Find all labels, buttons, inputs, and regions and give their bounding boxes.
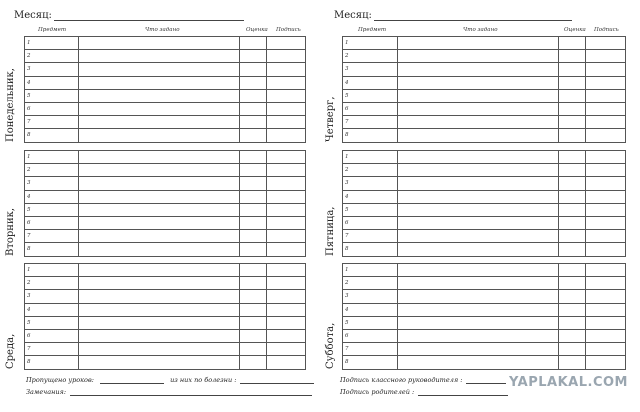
table-row	[343, 89, 626, 102]
remarks-blank	[70, 389, 312, 396]
row-number: 8	[343, 356, 398, 369]
day-label-container	[320, 150, 342, 258]
homework-cell[interactable]	[397, 89, 558, 102]
month-field	[14, 10, 244, 21]
signature-cell[interactable]	[266, 151, 305, 164]
table-row	[25, 116, 306, 129]
table-row	[25, 102, 306, 115]
table-row	[343, 243, 626, 256]
homework-cell[interactable]	[78, 329, 239, 342]
signature-cell[interactable]	[266, 343, 305, 356]
signature-cell[interactable]	[266, 89, 305, 102]
row-number: 4	[343, 190, 398, 203]
table-row	[25, 264, 306, 277]
signature-cell[interactable]	[266, 230, 305, 243]
grade-cell[interactable]	[239, 230, 266, 243]
day-label-container	[0, 36, 22, 144]
remarks-label: Замечания:	[26, 388, 67, 396]
month-field-right	[334, 10, 572, 21]
homework-cell[interactable]	[397, 177, 558, 190]
homework-cell[interactable]	[78, 216, 239, 229]
row-number: 4	[25, 190, 79, 203]
table-row	[25, 216, 306, 229]
table-row	[25, 329, 306, 342]
table-row	[25, 37, 306, 50]
day-name: Среда,	[5, 333, 16, 369]
signature-cell[interactable]	[266, 63, 305, 76]
header-subject-right: Предмет	[358, 27, 387, 33]
day-name: Пятница,	[325, 206, 336, 256]
row-number: 5	[343, 89, 398, 102]
homework-cell[interactable]	[78, 230, 239, 243]
homework-cell[interactable]	[397, 63, 558, 76]
homework-cell[interactable]	[397, 50, 558, 63]
day-lessons-table	[24, 263, 306, 370]
table-row	[25, 50, 306, 63]
day-block-left-2	[0, 263, 320, 371]
table-row	[25, 76, 306, 89]
grade-cell[interactable]	[558, 277, 585, 290]
row-number: 3	[25, 63, 79, 76]
signature-cell[interactable]	[585, 356, 625, 369]
row-number: 1	[25, 151, 79, 164]
table-row	[343, 76, 626, 89]
table-row	[343, 277, 626, 290]
table-row	[343, 177, 626, 190]
row-number: 8	[343, 129, 398, 142]
signature-cell[interactable]	[266, 329, 305, 342]
table-row	[343, 37, 626, 50]
table-row	[25, 164, 306, 177]
row-number: 6	[25, 102, 79, 115]
table-row	[25, 303, 306, 316]
signature-cell[interactable]	[585, 190, 625, 203]
row-number: 2	[25, 164, 79, 177]
grade-cell[interactable]	[239, 37, 266, 50]
signature-cell[interactable]	[585, 164, 625, 177]
grade-cell[interactable]	[558, 216, 585, 229]
row-number: 4	[343, 303, 398, 316]
grade-cell[interactable]	[558, 316, 585, 329]
table-row	[343, 151, 626, 164]
table-row	[25, 277, 306, 290]
homework-cell[interactable]	[78, 290, 239, 303]
signature-cell[interactable]	[585, 203, 625, 216]
parent-signature-label: Подпись родителей :	[340, 388, 415, 396]
signature-cell[interactable]	[266, 190, 305, 203]
row-number: 6	[343, 329, 398, 342]
grade-cell[interactable]	[239, 303, 266, 316]
row-number: 2	[343, 277, 398, 290]
row-number: 3	[343, 177, 398, 190]
teacher-signature-blank	[466, 377, 506, 384]
signature-cell[interactable]	[266, 76, 305, 89]
signature-cell[interactable]	[585, 264, 625, 277]
homework-cell[interactable]	[78, 76, 239, 89]
signature-cell[interactable]	[585, 329, 625, 342]
table-row	[343, 102, 626, 115]
day-lessons-table	[342, 263, 626, 370]
homework-cell[interactable]	[397, 203, 558, 216]
signature-cell[interactable]	[585, 177, 625, 190]
table-row	[343, 164, 626, 177]
day-name: Четверг,	[325, 96, 336, 142]
row-number: 4	[343, 76, 398, 89]
row-number: 6	[343, 102, 398, 115]
footer-teacher-signature	[340, 376, 506, 384]
day-block-right-0	[320, 36, 640, 144]
table-row	[343, 230, 626, 243]
row-number: 5	[25, 203, 79, 216]
grade-cell[interactable]	[558, 203, 585, 216]
homework-cell[interactable]	[78, 102, 239, 115]
homework-cell[interactable]	[397, 151, 558, 164]
grade-cell[interactable]	[239, 264, 266, 277]
signature-cell[interactable]	[585, 243, 625, 256]
signature-cell[interactable]	[585, 290, 625, 303]
homework-cell[interactable]	[397, 243, 558, 256]
day-name: Понедельник,	[5, 68, 16, 142]
grade-cell[interactable]	[239, 243, 266, 256]
grade-cell[interactable]	[558, 303, 585, 316]
row-number: 2	[343, 164, 398, 177]
grade-cell[interactable]	[239, 203, 266, 216]
row-number: 4	[25, 303, 79, 316]
month-label: Месяц:	[14, 10, 52, 21]
signature-cell[interactable]	[266, 277, 305, 290]
signature-cell[interactable]	[585, 151, 625, 164]
signature-cell[interactable]	[266, 102, 305, 115]
signature-cell[interactable]	[585, 343, 625, 356]
grade-cell[interactable]	[558, 177, 585, 190]
footer-missed	[26, 376, 314, 384]
row-number: 3	[343, 63, 398, 76]
homework-cell[interactable]	[78, 343, 239, 356]
signature-cell[interactable]	[266, 316, 305, 329]
homework-cell[interactable]	[78, 356, 239, 369]
missed-sick-label: из них по болезни :	[170, 376, 237, 384]
day-label-container	[320, 263, 342, 371]
signature-cell[interactable]	[266, 116, 305, 129]
table-row	[25, 190, 306, 203]
signature-cell[interactable]	[266, 216, 305, 229]
month-label-right: Месяц:	[334, 10, 372, 21]
homework-cell[interactable]	[397, 316, 558, 329]
month-blank-line-right	[374, 12, 572, 21]
grade-cell[interactable]	[239, 116, 266, 129]
grade-cell[interactable]	[239, 50, 266, 63]
homework-cell[interactable]	[78, 116, 239, 129]
grade-cell[interactable]	[239, 177, 266, 190]
day-lessons-table	[24, 36, 306, 143]
footer-remarks	[26, 388, 312, 396]
signature-cell[interactable]	[585, 303, 625, 316]
row-number: 5	[343, 203, 398, 216]
grade-cell[interactable]	[558, 102, 585, 115]
grade-cell[interactable]	[558, 37, 585, 50]
homework-cell[interactable]	[397, 190, 558, 203]
signature-cell[interactable]	[585, 116, 625, 129]
row-number: 6	[25, 216, 79, 229]
grade-cell[interactable]	[239, 63, 266, 76]
grade-cell[interactable]	[558, 50, 585, 63]
grade-cell[interactable]	[558, 243, 585, 256]
teacher-signature-label: Подпись классного руководителя :	[340, 376, 463, 384]
homework-cell[interactable]	[78, 264, 239, 277]
grade-cell[interactable]	[558, 356, 585, 369]
header-grade-right: Оценка	[564, 27, 586, 33]
grade-cell[interactable]	[558, 63, 585, 76]
row-number: 8	[25, 243, 79, 256]
grade-cell[interactable]	[239, 76, 266, 89]
row-number: 6	[25, 329, 79, 342]
table-row	[343, 129, 626, 142]
table-row	[25, 243, 306, 256]
signature-cell[interactable]	[266, 129, 305, 142]
table-row	[25, 316, 306, 329]
day-lessons-table	[342, 36, 626, 143]
table-row	[25, 290, 306, 303]
row-number: 2	[25, 50, 79, 63]
table-row	[25, 230, 306, 243]
homework-cell[interactable]	[397, 37, 558, 50]
right-page	[320, 0, 640, 412]
row-number: 7	[25, 116, 79, 129]
header-homework-right: Что задано	[463, 27, 498, 33]
grade-cell[interactable]	[239, 216, 266, 229]
signature-cell[interactable]	[585, 89, 625, 102]
grade-cell[interactable]	[558, 151, 585, 164]
homework-cell[interactable]	[397, 116, 558, 129]
grade-cell[interactable]	[239, 316, 266, 329]
signature-cell[interactable]	[266, 164, 305, 177]
table-row	[343, 356, 626, 369]
grade-cell[interactable]	[239, 151, 266, 164]
table-row	[343, 316, 626, 329]
homework-cell[interactable]	[78, 177, 239, 190]
homework-cell[interactable]	[78, 63, 239, 76]
homework-cell[interactable]	[397, 356, 558, 369]
homework-cell[interactable]	[78, 316, 239, 329]
row-number: 7	[343, 230, 398, 243]
signature-cell[interactable]	[585, 50, 625, 63]
homework-cell[interactable]	[397, 102, 558, 115]
homework-cell[interactable]	[397, 303, 558, 316]
row-number: 5	[343, 316, 398, 329]
missed-lessons-label: Пропущено уроков:	[26, 376, 94, 384]
row-number: 1	[343, 37, 398, 50]
row-number: 1	[25, 264, 79, 277]
signature-cell[interactable]	[266, 303, 305, 316]
row-number: 7	[25, 230, 79, 243]
homework-cell[interactable]	[78, 164, 239, 177]
row-number: 5	[25, 316, 79, 329]
grade-cell[interactable]	[239, 129, 266, 142]
header-grade: Оценка	[246, 27, 268, 33]
homework-cell[interactable]	[78, 303, 239, 316]
day-name: Суббота,	[325, 322, 336, 369]
table-row	[343, 290, 626, 303]
homework-cell[interactable]	[397, 264, 558, 277]
grade-cell[interactable]	[239, 329, 266, 342]
header-signature-right: Подпись	[594, 27, 619, 33]
table-row	[343, 116, 626, 129]
table-row	[25, 177, 306, 190]
signature-cell[interactable]	[585, 216, 625, 229]
grade-cell[interactable]	[558, 329, 585, 342]
day-label-container	[0, 263, 22, 371]
missed-lessons-blank	[100, 377, 164, 384]
day-label-container	[0, 150, 22, 258]
signature-cell[interactable]	[266, 177, 305, 190]
homework-cell[interactable]	[78, 89, 239, 102]
table-row	[25, 89, 306, 102]
row-number: 7	[343, 343, 398, 356]
homework-cell[interactable]	[397, 277, 558, 290]
table-row	[343, 190, 626, 203]
footer-parent-signature	[340, 388, 508, 396]
homework-cell[interactable]	[397, 76, 558, 89]
homework-cell[interactable]	[397, 329, 558, 342]
grade-cell[interactable]	[558, 343, 585, 356]
homework-cell[interactable]	[397, 290, 558, 303]
grade-cell[interactable]	[558, 230, 585, 243]
homework-cell[interactable]	[78, 151, 239, 164]
day-block-left-1	[0, 150, 320, 258]
grade-cell[interactable]	[558, 264, 585, 277]
homework-cell[interactable]	[78, 190, 239, 203]
row-number: 1	[25, 37, 79, 50]
row-number: 2	[343, 50, 398, 63]
homework-cell[interactable]	[78, 243, 239, 256]
signature-cell[interactable]	[585, 37, 625, 50]
row-number: 4	[25, 76, 79, 89]
parent-signature-blank	[418, 389, 508, 396]
table-row	[25, 129, 306, 142]
grade-cell[interactable]	[558, 290, 585, 303]
table-row	[25, 203, 306, 216]
signature-cell[interactable]	[266, 243, 305, 256]
table-row	[343, 303, 626, 316]
signature-cell[interactable]	[585, 102, 625, 115]
month-blank-line	[54, 12, 244, 21]
watermark: YAPLAKAL.COM	[509, 375, 628, 390]
row-number: 8	[343, 243, 398, 256]
homework-cell[interactable]	[78, 277, 239, 290]
row-number: 6	[343, 216, 398, 229]
grade-cell[interactable]	[558, 164, 585, 177]
day-lessons-table	[342, 150, 626, 257]
day-lessons-table	[24, 150, 306, 257]
signature-cell[interactable]	[585, 76, 625, 89]
homework-cell[interactable]	[397, 230, 558, 243]
day-block-left-0	[0, 36, 320, 144]
homework-cell[interactable]	[78, 37, 239, 50]
row-number: 7	[343, 116, 398, 129]
grade-cell[interactable]	[239, 190, 266, 203]
signature-cell[interactable]	[266, 290, 305, 303]
day-label-container	[320, 36, 342, 144]
table-row	[343, 63, 626, 76]
table-row	[343, 264, 626, 277]
day-block-right-1	[320, 150, 640, 258]
grade-cell[interactable]	[239, 102, 266, 115]
signature-cell[interactable]	[266, 50, 305, 63]
signature-cell[interactable]	[585, 230, 625, 243]
signature-cell[interactable]	[585, 63, 625, 76]
homework-cell[interactable]	[397, 164, 558, 177]
table-row	[25, 63, 306, 76]
missed-sick-blank	[240, 377, 314, 384]
table-row	[343, 216, 626, 229]
row-number: 3	[25, 177, 79, 190]
row-number: 3	[25, 290, 79, 303]
table-row	[343, 329, 626, 342]
row-number: 8	[25, 356, 79, 369]
header-signature: Подпись	[276, 27, 301, 33]
homework-cell[interactable]	[78, 129, 239, 142]
signature-cell[interactable]	[266, 356, 305, 369]
signature-cell[interactable]	[585, 316, 625, 329]
grade-cell[interactable]	[558, 116, 585, 129]
day-block-right-2	[320, 263, 640, 371]
grade-cell[interactable]	[558, 89, 585, 102]
homework-cell[interactable]	[78, 50, 239, 63]
grade-cell[interactable]	[558, 190, 585, 203]
grade-cell[interactable]	[239, 89, 266, 102]
table-row	[343, 203, 626, 216]
row-number: 1	[343, 264, 398, 277]
row-number: 2	[25, 277, 79, 290]
day-name: Вторник,	[5, 207, 16, 256]
header-homework: Что задано	[145, 27, 180, 33]
homework-cell[interactable]	[397, 216, 558, 229]
homework-cell[interactable]	[397, 129, 558, 142]
table-row	[25, 356, 306, 369]
grade-cell[interactable]	[239, 277, 266, 290]
grade-cell[interactable]	[239, 290, 266, 303]
signature-cell[interactable]	[585, 277, 625, 290]
grade-cell[interactable]	[558, 76, 585, 89]
row-number: 5	[25, 89, 79, 102]
table-row	[343, 50, 626, 63]
homework-cell[interactable]	[78, 203, 239, 216]
signature-cell[interactable]	[585, 129, 625, 142]
row-number: 1	[343, 151, 398, 164]
grade-cell[interactable]	[239, 343, 266, 356]
homework-cell[interactable]	[397, 343, 558, 356]
table-row	[343, 343, 626, 356]
signature-cell[interactable]	[266, 37, 305, 50]
row-number: 3	[343, 290, 398, 303]
grade-cell[interactable]	[558, 129, 585, 142]
table-row	[25, 343, 306, 356]
header-subject: Предмет	[38, 27, 67, 33]
signature-cell[interactable]	[266, 264, 305, 277]
table-row	[25, 151, 306, 164]
row-number: 8	[25, 129, 79, 142]
grade-cell[interactable]	[239, 164, 266, 177]
row-number: 7	[25, 343, 79, 356]
grade-cell[interactable]	[239, 356, 266, 369]
signature-cell[interactable]	[266, 203, 305, 216]
